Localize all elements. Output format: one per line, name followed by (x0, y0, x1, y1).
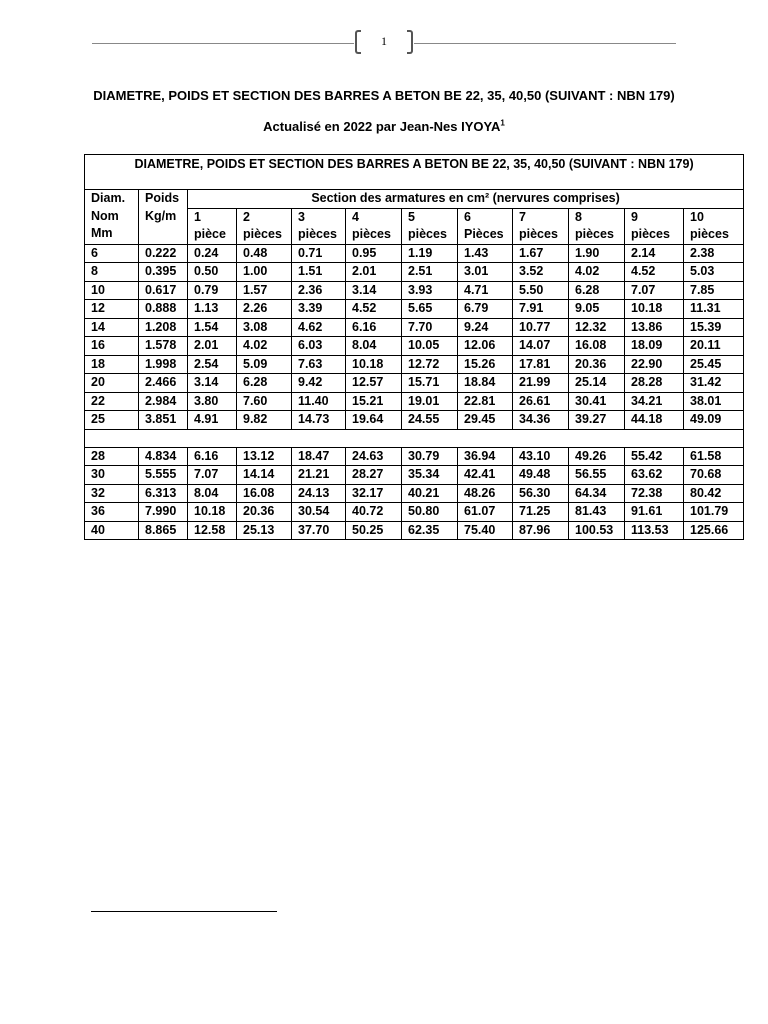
diameter-cell: 28 (85, 447, 139, 466)
header-pieces (684, 208, 744, 244)
table-row (85, 521, 744, 540)
section-cell: 24.55 (402, 411, 458, 430)
section-cell: 12.72 (402, 355, 458, 374)
section-cell: 11.31 (684, 300, 744, 319)
table-row (85, 374, 744, 393)
section-cell: 3.93 (402, 281, 458, 300)
section-cell: 37.70 (292, 521, 346, 540)
header-pieces-count: 9 (631, 209, 638, 224)
weight-cell: 6.313 (139, 484, 188, 503)
header-pieces-count: 3 (298, 209, 305, 224)
section-cell: 40.21 (402, 484, 458, 503)
section-cell: 25.45 (684, 355, 744, 374)
subtitle-text: Actualisé en 2022 par Jean-Nes IYOYA (263, 119, 501, 134)
section-cell: 100.53 (569, 521, 625, 540)
header-pieces-count: 1 (194, 209, 201, 224)
section-cell: 12.58 (188, 521, 237, 540)
section-cell: 30.54 (292, 503, 346, 522)
section-cell: 1.13 (188, 300, 237, 319)
section-cell: 50.80 (402, 503, 458, 522)
section-cell: 3.39 (292, 300, 346, 319)
section-cell: 91.61 (625, 503, 684, 522)
section-cell: 25.13 (237, 521, 292, 540)
section-cell: 5.50 (513, 281, 569, 300)
header-pieces-count: 5 (408, 209, 415, 224)
table-row (85, 300, 744, 319)
section-cell: 3.08 (237, 318, 292, 337)
page-header (92, 30, 676, 56)
header-pieces (346, 208, 402, 244)
header-pieces (292, 208, 346, 244)
section-cell: 24.13 (292, 484, 346, 503)
header-pieces-count: 8 (575, 209, 582, 224)
footnote-separator (91, 911, 277, 912)
section-cell: 9.05 (569, 300, 625, 319)
section-cell: 5.03 (684, 263, 744, 282)
header-pieces-unit: Pièces (464, 227, 504, 241)
section-cell: 20.36 (237, 503, 292, 522)
diameter-cell: 18 (85, 355, 139, 374)
section-cell: 70.68 (684, 466, 744, 485)
section-cell: 48.26 (458, 484, 513, 503)
section-cell: 28.27 (346, 466, 402, 485)
section-cell: 9.42 (292, 374, 346, 393)
section-cell: 0.48 (237, 244, 292, 263)
section-cell: 125.66 (684, 521, 744, 540)
header-pieces (458, 208, 513, 244)
section-cell: 15.21 (346, 392, 402, 411)
header-poids-line: Poids (145, 191, 180, 205)
document-subtitle (0, 119, 768, 134)
section-cell: 20.36 (569, 355, 625, 374)
section-cell: 10.77 (513, 318, 569, 337)
header-pieces-unit: pièce (194, 227, 226, 241)
section-cell: 6.03 (292, 337, 346, 356)
weight-cell: 7.990 (139, 503, 188, 522)
section-cell: 0.79 (188, 281, 237, 300)
section-cell: 15.39 (684, 318, 744, 337)
section-cell: 16.08 (569, 337, 625, 356)
section-cell: 4.71 (458, 281, 513, 300)
section-cell: 61.07 (458, 503, 513, 522)
group-2-rows (85, 447, 744, 540)
section-cell: 19.64 (346, 411, 402, 430)
section-cell: 2.54 (188, 355, 237, 374)
section-cell: 1.54 (188, 318, 237, 337)
section-cell: 2.01 (188, 337, 237, 356)
section-cell: 0.95 (346, 244, 402, 263)
diameter-cell: 20 (85, 374, 139, 393)
rebar-table (84, 154, 744, 540)
group-1-rows (85, 244, 744, 429)
header-pieces-count: 2 (243, 209, 250, 224)
section-cell: 80.42 (684, 484, 744, 503)
section-cell: 5.09 (237, 355, 292, 374)
section-cell: 13.86 (625, 318, 684, 337)
section-cell: 7.07 (625, 281, 684, 300)
section-cell: 25.14 (569, 374, 625, 393)
section-cell: 16.08 (237, 484, 292, 503)
section-cell: 39.27 (569, 411, 625, 430)
section-cell: 6.28 (237, 374, 292, 393)
header-pieces (402, 208, 458, 244)
header-row-1 (85, 190, 744, 209)
section-cell: 1.57 (237, 281, 292, 300)
section-cell: 101.79 (684, 503, 744, 522)
header-pieces-unit: pièces (352, 227, 391, 241)
section-cell: 32.17 (346, 484, 402, 503)
table-row (85, 392, 744, 411)
header-pieces (237, 208, 292, 244)
section-cell: 30.79 (402, 447, 458, 466)
right-bracket-icon (407, 30, 413, 54)
section-cell: 8.04 (346, 337, 402, 356)
section-cell: 35.34 (402, 466, 458, 485)
section-cell: 17.81 (513, 355, 569, 374)
section-cell: 18.84 (458, 374, 513, 393)
section-cell: 4.91 (188, 411, 237, 430)
diameter-cell: 32 (85, 484, 139, 503)
section-cell: 81.43 (569, 503, 625, 522)
header-pieces-count: 6 (464, 209, 471, 224)
section-cell: 14.14 (237, 466, 292, 485)
spacer-row (85, 429, 744, 447)
section-cell: 4.02 (569, 263, 625, 282)
weight-cell: 1.208 (139, 318, 188, 337)
section-cell: 12.32 (569, 318, 625, 337)
section-cell: 10.18 (188, 503, 237, 522)
header-pieces-unit: pièces (631, 227, 670, 241)
weight-cell: 0.222 (139, 244, 188, 263)
section-cell: 55.42 (625, 447, 684, 466)
section-cell: 4.02 (237, 337, 292, 356)
weight-cell: 4.834 (139, 447, 188, 466)
section-cell: 11.40 (292, 392, 346, 411)
section-cell: 36.94 (458, 447, 513, 466)
section-cell: 4.52 (625, 263, 684, 282)
table-row (85, 281, 744, 300)
section-cell: 4.52 (346, 300, 402, 319)
section-cell: 61.58 (684, 447, 744, 466)
diameter-cell: 25 (85, 411, 139, 430)
section-cell: 7.07 (188, 466, 237, 485)
section-cell: 15.71 (402, 374, 458, 393)
section-cell: 6.16 (188, 447, 237, 466)
section-cell: 0.71 (292, 244, 346, 263)
section-cell: 7.63 (292, 355, 346, 374)
section-cell: 44.18 (625, 411, 684, 430)
header-poids (139, 190, 188, 245)
section-cell: 29.45 (458, 411, 513, 430)
section-cell: 72.38 (625, 484, 684, 503)
spacer-cell (85, 429, 744, 447)
diameter-cell: 30 (85, 466, 139, 485)
section-cell: 22.90 (625, 355, 684, 374)
section-cell: 56.30 (513, 484, 569, 503)
section-cell: 1.90 (569, 244, 625, 263)
header-pieces-count: 7 (519, 209, 526, 224)
header-diam (85, 190, 139, 245)
section-cell: 18.47 (292, 447, 346, 466)
header-pieces-count: 4 (352, 209, 359, 224)
section-cell: 12.06 (458, 337, 513, 356)
section-cell: 12.57 (346, 374, 402, 393)
section-cell: 1.00 (237, 263, 292, 282)
section-cell: 34.21 (625, 392, 684, 411)
section-cell: 3.14 (188, 374, 237, 393)
section-cell: 21.99 (513, 374, 569, 393)
section-cell: 43.10 (513, 447, 569, 466)
header-rule-left (92, 43, 354, 44)
left-bracket-icon (355, 30, 361, 54)
diameter-cell: 40 (85, 521, 139, 540)
section-cell: 6.28 (569, 281, 625, 300)
section-cell: 34.36 (513, 411, 569, 430)
weight-cell: 2.466 (139, 374, 188, 393)
document-title: DIAMETRE, POIDS ET SECTION DES BARRES A BETON BE 22, 35, 40,50 (SUIVANT : NBN 179) (93, 88, 675, 103)
table-row (85, 355, 744, 374)
diameter-cell: 16 (85, 337, 139, 356)
section-cell: 14.07 (513, 337, 569, 356)
header-pieces (513, 208, 569, 244)
section-cell: 8.04 (188, 484, 237, 503)
table-row (85, 263, 744, 282)
header-pieces-unit: pièces (575, 227, 614, 241)
weight-cell: 1.578 (139, 337, 188, 356)
section-cell: 6.16 (346, 318, 402, 337)
weight-cell: 5.555 (139, 466, 188, 485)
section-cell: 50.25 (346, 521, 402, 540)
section-cell: 4.62 (292, 318, 346, 337)
diameter-cell: 14 (85, 318, 139, 337)
diameter-cell: 10 (85, 281, 139, 300)
section-cell: 10.05 (402, 337, 458, 356)
section-cell: 15.26 (458, 355, 513, 374)
header-pieces-unit: pièces (519, 227, 558, 241)
section-cell: 71.25 (513, 503, 569, 522)
header-pieces (188, 208, 237, 244)
section-cell: 64.34 (569, 484, 625, 503)
weight-cell: 0.617 (139, 281, 188, 300)
table-row (85, 337, 744, 356)
header-pieces-unit: pièces (298, 227, 337, 241)
section-cell: 7.85 (684, 281, 744, 300)
section-cell: 10.18 (346, 355, 402, 374)
table-row (85, 411, 744, 430)
section-cell: 40.72 (346, 503, 402, 522)
header-diam-line: Nom (91, 208, 119, 223)
section-cell: 7.91 (513, 300, 569, 319)
section-cell: 19.01 (402, 392, 458, 411)
header-pieces-unit: pièces (408, 227, 447, 241)
section-cell: 14.73 (292, 411, 346, 430)
section-cell: 1.51 (292, 263, 346, 282)
section-cell: 7.60 (237, 392, 292, 411)
section-cell: 1.19 (402, 244, 458, 263)
page-number: 1 (381, 34, 387, 48)
weight-cell: 1.998 (139, 355, 188, 374)
section-cell: 7.70 (402, 318, 458, 337)
header-pieces-unit: pièces (243, 227, 282, 241)
diameter-cell: 22 (85, 392, 139, 411)
table-row (85, 318, 744, 337)
section-cell: 3.01 (458, 263, 513, 282)
section-cell: 2.14 (625, 244, 684, 263)
header-pieces-count: 10 (690, 209, 704, 224)
weight-cell: 8.865 (139, 521, 188, 540)
header-diam-line: Diam. (91, 191, 126, 205)
section-cell: 30.41 (569, 392, 625, 411)
section-cell: 2.51 (402, 263, 458, 282)
table-row (85, 244, 744, 263)
caption-row (85, 155, 744, 190)
section-cell: 22.81 (458, 392, 513, 411)
table-row (85, 466, 744, 485)
section-cell: 9.24 (458, 318, 513, 337)
section-cell: 5.65 (402, 300, 458, 319)
diameter-cell: 36 (85, 503, 139, 522)
section-cell: 18.09 (625, 337, 684, 356)
header-pieces (625, 208, 684, 244)
section-cell: 2.01 (346, 263, 402, 282)
section-cell: 3.14 (346, 281, 402, 300)
weight-cell: 2.984 (139, 392, 188, 411)
footnote-ref: 1 (500, 118, 505, 128)
table-caption (85, 155, 744, 190)
section-cell: 2.38 (684, 244, 744, 263)
table-row (85, 484, 744, 503)
section-cell: 49.09 (684, 411, 744, 430)
header-rule-right (414, 43, 676, 44)
section-cell: 49.48 (513, 466, 569, 485)
weight-cell: 0.395 (139, 263, 188, 282)
header-poids-line: Kg/m (145, 208, 177, 223)
section-cell: 113.53 (625, 521, 684, 540)
table-row (85, 503, 744, 522)
section-cell: 75.40 (458, 521, 513, 540)
section-cell: 28.28 (625, 374, 684, 393)
section-cell: 2.36 (292, 281, 346, 300)
section-cell: 38.01 (684, 392, 744, 411)
section-cell: 2.26 (237, 300, 292, 319)
section-cell: 42.41 (458, 466, 513, 485)
diameter-cell: 12 (85, 300, 139, 319)
weight-cell: 0.888 (139, 300, 188, 319)
diameter-cell: 6 (85, 244, 139, 263)
section-cell: 31.42 (684, 374, 744, 393)
section-cell: 21.21 (292, 466, 346, 485)
section-cell: 0.24 (188, 244, 237, 263)
header-section: Section des armatures en cm² (nervures comprises) (188, 190, 744, 209)
header-diam-line: Mm (91, 226, 113, 240)
section-cell: 9.82 (237, 411, 292, 430)
header-pieces-unit: pièces (690, 227, 729, 241)
header-pieces (569, 208, 625, 244)
section-cell: 56.55 (569, 466, 625, 485)
section-cell: 10.18 (625, 300, 684, 319)
section-cell: 24.63 (346, 447, 402, 466)
table-row (85, 447, 744, 466)
section-cell: 87.96 (513, 521, 569, 540)
weight-cell: 3.851 (139, 411, 188, 430)
section-cell: 49.26 (569, 447, 625, 466)
diameter-cell: 8 (85, 263, 139, 282)
section-cell: 20.11 (684, 337, 744, 356)
section-cell: 1.67 (513, 244, 569, 263)
section-cell: 26.61 (513, 392, 569, 411)
section-cell: 3.52 (513, 263, 569, 282)
section-cell: 62.35 (402, 521, 458, 540)
section-cell: 0.50 (188, 263, 237, 282)
section-cell: 1.43 (458, 244, 513, 263)
section-cell: 3.80 (188, 392, 237, 411)
section-cell: 13.12 (237, 447, 292, 466)
section-cell: 63.62 (625, 466, 684, 485)
section-cell: 6.79 (458, 300, 513, 319)
table-caption-text: DIAMETRE, POIDS ET SECTION DES BARRES A BETON BE 22, 35, 40,50 (SUIVANT : NBN 179) (134, 157, 694, 171)
